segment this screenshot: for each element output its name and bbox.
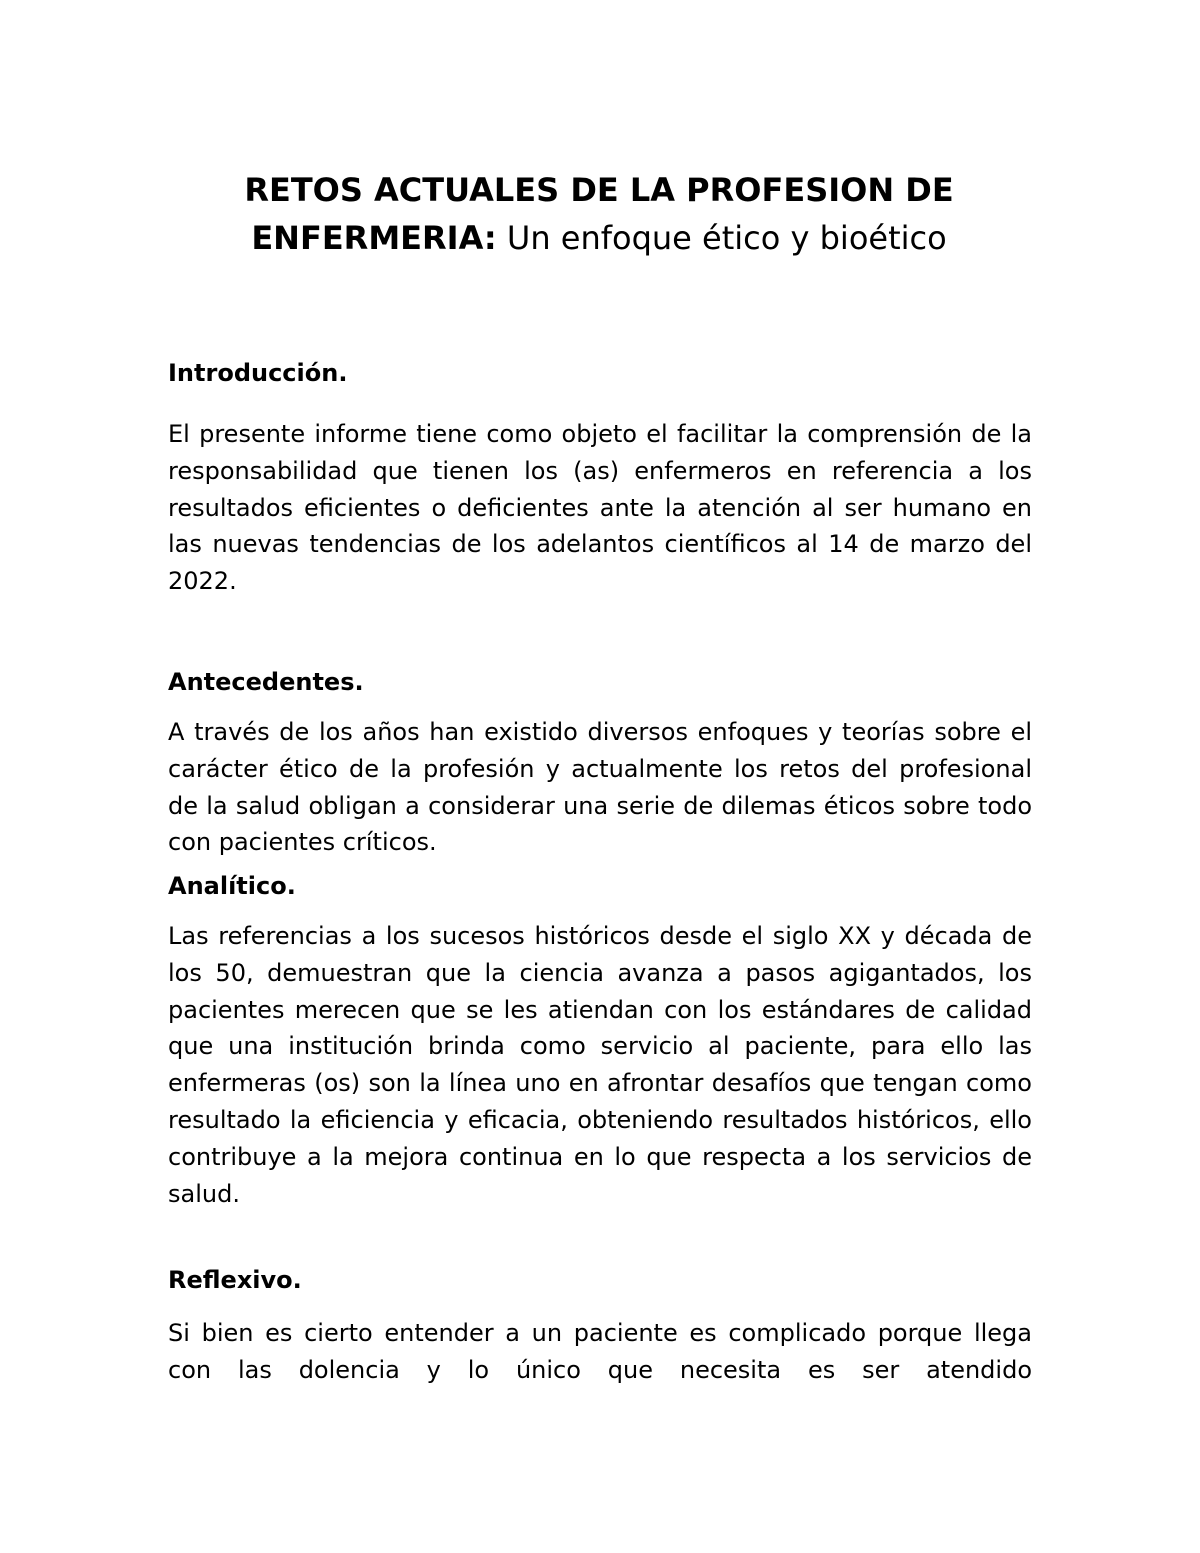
section-heading-antecedentes: Antecedentes. bbox=[168, 668, 364, 696]
section-heading-reflexivo: Reflexivo. bbox=[168, 1266, 302, 1294]
document-title bbox=[168, 166, 1030, 262]
section-body-analitico: Las referencias a los sucesos históricos desde el siglo XX y década de los 50, demuestran que la ciencia avanza a pasos agigantados, los pacientes merecen que se les atiendan con los estándares de calidad que una institución brinda como servicio al paciente, para ello las enfermeras (os) son la línea uno en afrontar desafíos que tengan como resultado la eficiencia y eficacia, obteniendo resultados históricos, ello contribuye a la mejora continua en lo que respecta a los servicios de salud. bbox=[168, 922, 1032, 1208]
section-heading-introduccion: Introducción. bbox=[168, 359, 348, 387]
document-title-bold: RETOS ACTUALES DE LA PROFESION DE ENFERMERIA: bbox=[244, 171, 954, 257]
section-heading-analitico: Analítico. bbox=[168, 872, 296, 900]
section-body-introduccion: El presente informe tiene como objeto el facilitar la comprensión de la responsabilidad que tienen los (as) enfermeros en referencia a los resultados eficientes o deficientes ante la atención al ser humano en las nuevas tendencias de los adelantos científicos al 14 de marzo del 2022. bbox=[168, 420, 1032, 596]
section-body-antecedentes: A través de los años han existido diversos enfoques y teorías sobre el carácter ético de la profesión y actualmente los retos del profesional de la salud obligan a considerar una serie de dilemas éticos sobre todo con pacientes críticos. bbox=[168, 718, 1032, 857]
section-body-reflexivo: Si bien es cierto entender a un paciente es complicado porque llega con las dolencia y lo único que necesita es ser atendido bbox=[168, 1319, 1032, 1384]
document-title-subtitle: Un enfoque ético y bioético bbox=[506, 219, 947, 257]
